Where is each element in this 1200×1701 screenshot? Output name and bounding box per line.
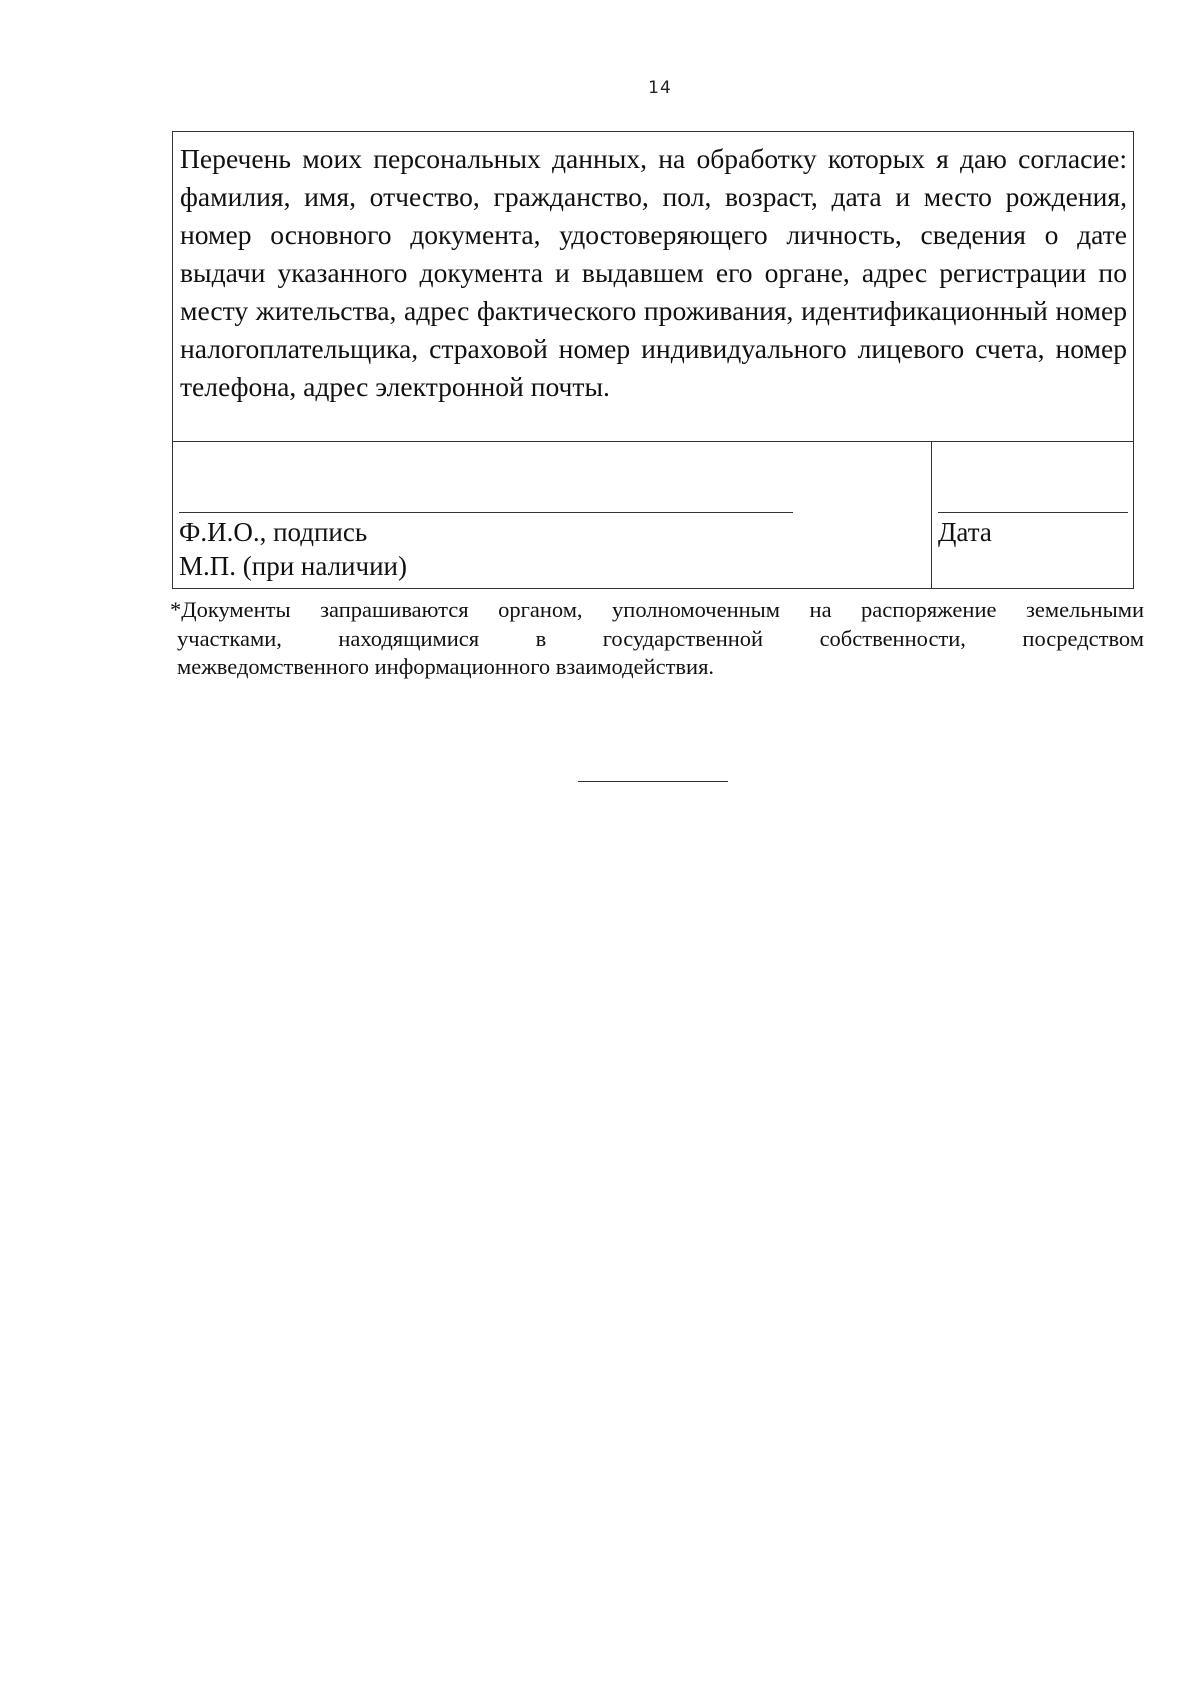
footnote-line: участками, находящимися в государственной собственности, посредством — [177, 625, 1144, 651]
date-line — [938, 512, 1128, 513]
name-signature-label: Ф.И.О., подпись — [179, 517, 368, 547]
signature-row — [173, 442, 1133, 588]
consent-table — [172, 131, 1134, 589]
signature-cell — [173, 442, 932, 588]
date-cell — [932, 442, 1133, 588]
end-divider — [578, 781, 728, 782]
page-number: 14 — [648, 78, 672, 98]
date-label: Дата — [938, 517, 992, 547]
consent-text: Перечень моих персональных данных, на обработку которых я даю согласие: фамилия, имя, отчество, гражданство, пол, возраст, дата и место рождения, номер основного документа, удостоверяющего личность, сведения о дате выдачи указанного документа и выдавшем его органе, адрес регистрации по месту жительства, адрес фактического проживания, идентификационный номер налогоплательщика, страховой номер индивидуального лицевого счета, номер телефона, адрес электронной почты. — [173, 132, 1133, 442]
footnote — [170, 596, 1144, 682]
footnote-line: межведомственного информационного взаимодействия. — [177, 654, 715, 679]
signature-line — [179, 512, 793, 513]
stamp-label: М.П. (при наличии) — [179, 551, 407, 581]
footnote-line: *Документы запрашиваются органом, уполномоченным на распоряжение земельными — [170, 597, 1144, 622]
